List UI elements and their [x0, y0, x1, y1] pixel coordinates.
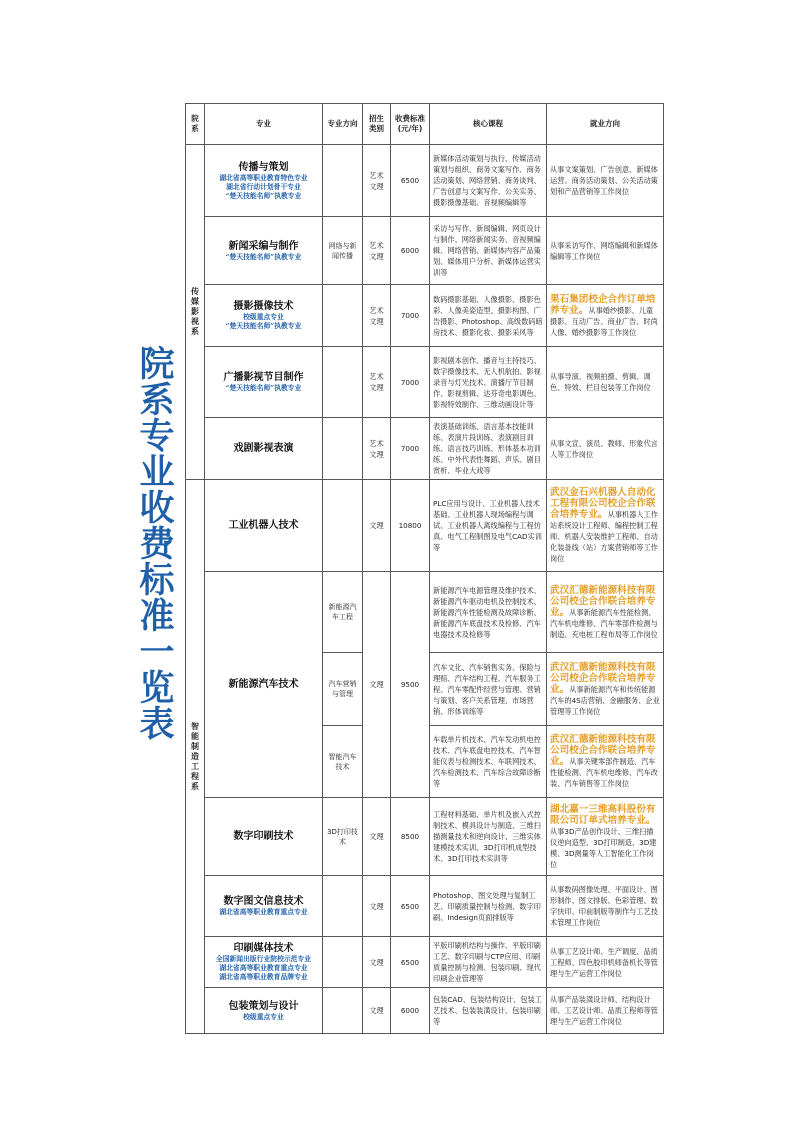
- major-name: 传播与策划: [238, 161, 289, 173]
- jobs-text: 从事产品装潢设计师、结构设计师、工艺设计师、品质工程师等管理与生产运营工作岗位: [550, 995, 658, 1026]
- category-cell: 艺术文理: [363, 418, 391, 480]
- direction-cell: [323, 418, 363, 480]
- header-fee: 收费标准(元/年): [391, 104, 430, 145]
- fee-cell: 9500: [391, 572, 430, 798]
- job-highlight: 果石集团校企合作订单培养专业。: [550, 293, 656, 316]
- jobs-cell: [547, 798, 664, 876]
- table-row: [186, 876, 664, 937]
- page-title: 院系专业收费标准一览表: [134, 345, 174, 741]
- job-highlight: 武汉汇德新能源科技有限公司校企合作联合培养专业。: [550, 661, 656, 695]
- jobs-text: 从事文宣、演员、教师、形象代言人等工作岗位: [550, 438, 658, 459]
- fee-cell: 6500: [391, 937, 430, 988]
- table-row: [186, 285, 664, 347]
- category-cell: 文理: [363, 572, 391, 798]
- jobs-text: 从事新能源汽车和传统能源汽车的4S店营销、金融服务、企业管理等工作岗位: [550, 684, 660, 716]
- major-cell: [205, 572, 323, 798]
- courses-cell: 数码摄影基础、人像摄影、摄影色彩、人像美姿造型、摄影构图、广告摄影、Photoshop、高级数码暗房技术、摄影化妆、摄影采风等: [430, 285, 547, 347]
- major-name: 新闻采编与制作: [228, 240, 299, 252]
- jobs-text: 从事导演、视频拍摄、剪辑、调色、特效、栏目包装等工作岗位: [550, 372, 651, 392]
- major-name: 戏剧影视表演: [233, 443, 294, 454]
- category-cell: 文理: [363, 480, 391, 572]
- major-note: 湖北省行动计划骨干专业: [226, 182, 301, 191]
- jobs-cell: [547, 145, 664, 217]
- courses-cell: 包装CAD、包装结构设计、包装工艺技术、包装装潢设计、包装印刷等: [430, 988, 547, 1034]
- major-note: 湖北省高等职业教育特色专业: [219, 173, 308, 182]
- major-note: 湖北省高等职业教育重点专业: [219, 964, 308, 972]
- direction-cell: 智能汽车技术: [323, 726, 363, 798]
- fee-cell: 6500: [391, 876, 430, 937]
- major-cell: [205, 347, 323, 418]
- category-cell: 艺术文理: [363, 347, 391, 418]
- direction-cell: [323, 145, 363, 217]
- jobs-text: 从事关键零部件制造、汽车性能检测、汽车机电维修、汽车改装、汽车销售等工作岗位: [550, 757, 658, 788]
- category-cell: 文理: [363, 798, 391, 876]
- direction-cell: [323, 876, 363, 937]
- header-category: 招生类别: [363, 104, 391, 145]
- direction-cell: [323, 937, 363, 988]
- major-cell: [205, 145, 323, 217]
- major-cell: [205, 480, 323, 572]
- category-cell: 文理: [363, 937, 391, 988]
- jobs-cell: [547, 480, 664, 572]
- job-highlight: 湖北嘉一三维高科股份有限公司订单式培养专业。: [550, 803, 656, 826]
- category-cell: 文理: [363, 876, 391, 937]
- major-note: “楚天技能名师”执教专业: [225, 191, 302, 200]
- direction-cell: [323, 988, 363, 1034]
- job-highlight: 武汉金石兴机器人自动化工程有限公司校企合作联合培养专业。: [550, 487, 656, 520]
- major-name: 工业机器人技术: [228, 520, 299, 531]
- fee-table: [185, 103, 664, 1034]
- major-cell: [205, 798, 323, 876]
- major-cell: [205, 988, 323, 1034]
- major-note: 全国新闻出版行业院校示范专业: [215, 955, 312, 963]
- jobs-cell: [547, 217, 664, 285]
- jobs-cell: [547, 653, 664, 726]
- job-highlight: 武汉汇德新能源科技有限公司校企合作联合培养专业。: [550, 734, 656, 767]
- courses-cell: 工程材料基础、单片机及嵌入式控制技术、模具设计与制造、三维扫描测量技术和逆向设计、三维实体建模技术实训、3D打印机成型技术、3D打印技术实训等: [430, 798, 547, 876]
- table-row: [186, 988, 664, 1034]
- jobs-cell: [547, 726, 664, 798]
- table-row: [186, 480, 664, 572]
- jobs-cell: [547, 572, 664, 653]
- jobs-cell: [547, 937, 664, 988]
- courses-cell: 采访与写作、新闻编辑、网页设计与制作、网络新闻实务、音视频编辑、网络营销、新媒体内容产品策划、媒体用户分析、新媒体运营实训等: [430, 217, 547, 285]
- direction-cell: [323, 347, 363, 418]
- header-jobs: 就业方向: [547, 104, 664, 145]
- category-cell: 艺术文理: [363, 217, 391, 285]
- courses-cell: Photoshop、图文处理与复制工艺、印刷质量控制与检测、数字印刷、Indesign页面排版等: [430, 876, 547, 937]
- major-name: 数字印刷技术: [233, 831, 294, 842]
- jobs-text: 从事采访写作、网络编辑和新媒体编辑等工作岗位: [550, 240, 658, 261]
- category-cell: 艺术文理: [363, 145, 391, 217]
- major-note: “楚天技能名师”执教专业: [225, 252, 302, 261]
- jobs-cell: [547, 876, 664, 937]
- courses-cell: 车载单片机技术、汽车发动机电控技术、汽车底盘电控技术、汽车智能仪表与检测技术、车联网技术、汽车检测技术、汽车综合故障诊断等: [430, 726, 547, 798]
- direction-cell: 3D打印技术: [323, 798, 363, 876]
- jobs-text: 从事新能源汽车性能检测、汽车机电维修、汽车零部件检测与制造、充电桩工程布局等工作岗位: [550, 607, 658, 639]
- table-row: [186, 572, 664, 653]
- courses-cell: 平版印刷机结构与操作、平版印刷工艺、数字印刷与CTP应用、印刷质量控制与检测、包装印刷、现代印刷企业管理等: [430, 937, 547, 988]
- table-row: [186, 347, 664, 418]
- fee-cell: 7000: [391, 347, 430, 418]
- major-cell: [205, 937, 323, 988]
- courses-cell: 表演基础训练、语言基本技能训练、表演片段训练、表演剧目训练、语言技巧训练、形体基本功训练、中外代表性舞蹈、声乐、剧目赏析、毕业大戏等: [430, 418, 547, 480]
- jobs-text: 从事婚纱摄影、儿童摄影、互动广告、商业广告、时尚人像、婚纱摄影等工作岗位: [550, 305, 658, 337]
- fee-cell: 6000: [391, 988, 430, 1034]
- table-header: [186, 104, 664, 145]
- direction-cell: 新能源汽车工程: [323, 572, 363, 653]
- fee-cell: 6000: [391, 217, 430, 285]
- fee-cell: 7000: [391, 285, 430, 347]
- major-cell: [205, 418, 323, 480]
- jobs-cell: [547, 418, 664, 480]
- jobs-text: 从事3D产品创作设计、三维扫描仪逆向造型、3D打印制造、3D建模、3D测量等人工智能化工作岗位: [550, 826, 657, 869]
- courses-cell: 影视剧本创作、播音与主持技巧、数字摄像技术、无人机航拍、影视录音与灯光技术、演播厅节目制作、影视剪辑、达芬奇电影调色、影视特效制作、三维动画设计等: [430, 347, 547, 418]
- major-name: 新能源汽车技术: [228, 679, 299, 690]
- major-cell: [205, 285, 323, 347]
- fee-cell: 7000: [391, 418, 430, 480]
- jobs-cell: [547, 285, 664, 347]
- table-row: [186, 145, 664, 217]
- direction-cell: [323, 480, 363, 572]
- header-direction: 专业方向: [323, 104, 363, 145]
- major-note: 湖北省高等职业教育重点专业: [219, 908, 308, 916]
- jobs-cell: [547, 988, 664, 1034]
- major-note: 校级重点专业: [243, 313, 284, 321]
- jobs-text: 从事数码图像处理、平面设计、图形制作、图文排版、色彩管理、数字快印、印前制版等制作与工艺技术管理工作岗位: [550, 885, 658, 927]
- fee-cell: 8500: [391, 798, 430, 876]
- courses-cell: 汽车文化、汽车销售实务、保险与理赔、汽车结构工程、汽车服务工程、汽车零配件经营与管理、营销与策划、客户关系管理、市场营销、形体训练等: [430, 653, 547, 726]
- jobs-text: 从事工艺设计师、生产调度、品质工程师、四色胶印机师备机长等管理与生产运营工作岗位: [550, 946, 658, 978]
- major-note: 湖北省高等职业教育品牌专业: [219, 973, 308, 981]
- category-cell: 文理: [363, 988, 391, 1034]
- header-dept: 院系: [186, 104, 205, 145]
- jobs-text: 从事文案策划、广告创意、新媒体运营、商务活动策划、公关活动策划和产品营销等工作岗位: [550, 165, 658, 196]
- major-cell: [205, 217, 323, 285]
- major-name: 广播影视节目制作: [223, 372, 304, 383]
- direction-cell: 网络与新闻传播: [323, 217, 363, 285]
- major-name: 数字图文信息技术: [223, 896, 304, 907]
- dept-cell: 智能制造工程系: [186, 480, 205, 1034]
- direction-cell: [323, 285, 363, 347]
- table-row: [186, 418, 664, 480]
- major-name: 印刷媒体技术: [233, 943, 294, 954]
- courses-cell: PLC应用与设计、工业机器人技术基础、工业机器人现场编程与调试、工业机器人离线编程与工程仿真、电气工程制图及电气CAD实训等: [430, 480, 547, 572]
- dept-cell: 传媒影视系: [186, 145, 205, 480]
- major-cell: [205, 876, 323, 937]
- major-note: “楚天技能名师”执教专业: [225, 384, 302, 392]
- category-cell: 艺术文理: [363, 285, 391, 347]
- table-row: [186, 217, 664, 285]
- major-name: 摄影摄像技术: [233, 301, 294, 312]
- header-major: 专业: [205, 104, 323, 145]
- table-row: [186, 937, 664, 988]
- jobs-text: 从事机器人工作站系统设计工程师、编程控制工程师、机器人安装维护工程师、自动化装备线（站）方案营销师等工作岗位: [550, 510, 658, 563]
- table-row: [186, 798, 664, 876]
- direction-cell: 汽车营销与管理: [323, 653, 363, 726]
- major-note: “楚天技能名师”执教专业: [225, 322, 302, 330]
- fee-cell: 10800: [391, 480, 430, 572]
- job-highlight: 武汉汇德新能源科技有限公司校企合作联合培养专业。: [550, 584, 656, 618]
- jobs-cell: [547, 347, 664, 418]
- fee-cell: 6500: [391, 145, 430, 217]
- major-note: 校级重点专业: [243, 1012, 284, 1021]
- courses-cell: 新媒体活动策划与执行、传媒活动策划与组织、商务文案写作、商务活动策划、网络营销、商务谈判、广告创意与文案写作、公关实务、摄影摄像基础、音视频编辑等: [430, 145, 547, 217]
- header-courses: 核心课程: [430, 104, 547, 145]
- courses-cell: 新能源汽车电源管理及维护技术、新能源汽车驱动电机及控制技术、新能源汽车性能检测及故障诊断、新能源汽车底盘技术及检修、汽车电器技术及检修等: [430, 572, 547, 653]
- major-name: 包装策划与设计: [228, 1000, 299, 1012]
